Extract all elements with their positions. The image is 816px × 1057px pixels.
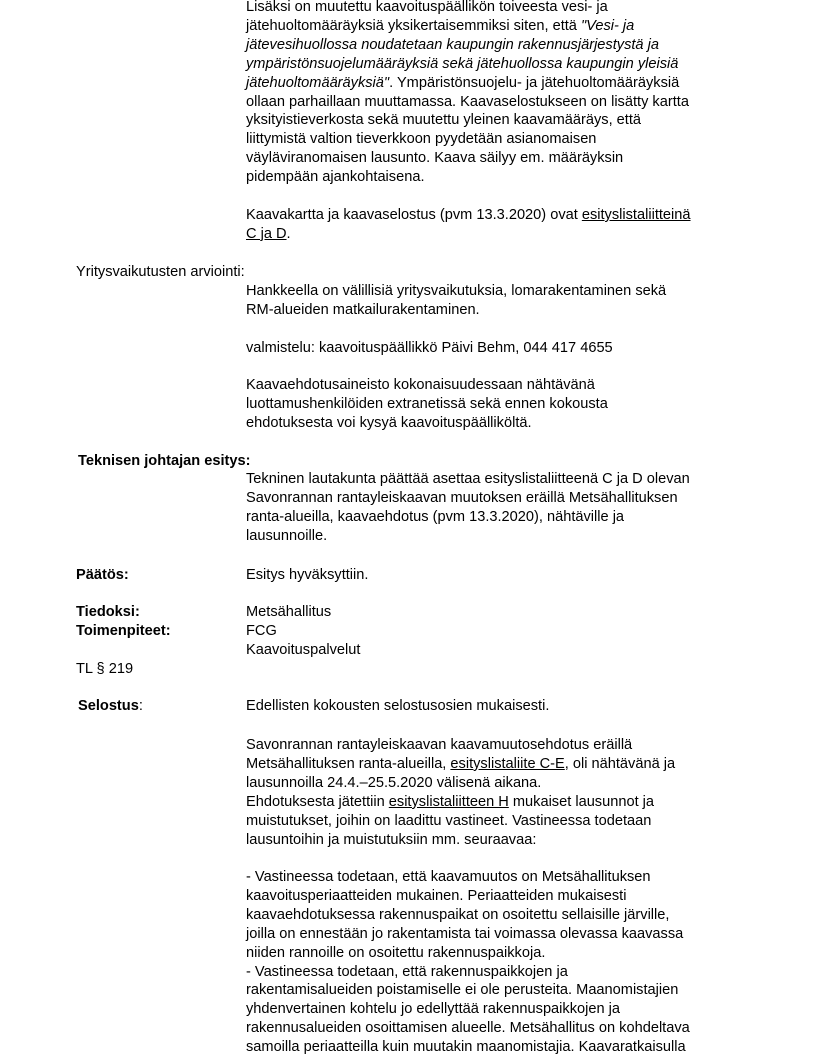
text-line: ollaan parhaillaan muuttamassa. Kaavaselostukseen on lisätty kartta (246, 93, 689, 110)
text-line: ehdotuksesta voi kysyä kaavoituspäälliköltä. (246, 414, 532, 431)
text-line (246, 74, 756, 93)
text-line: liittymistä valtion tieverkkoon pyydetään asianomaisen (246, 131, 597, 148)
text-line: - Vastineessa todetaan, että rakennuspaikkojen ja (246, 963, 568, 980)
text-line: rakennusalueiden osoittamisen alueelle. Metsähallitus on kohdeltava (246, 1020, 690, 1037)
text-line: luottamushenkilöiden extranetissä sekä ennen kokousta (246, 395, 608, 412)
vastine-paragraph (246, 868, 756, 1057)
yritys-paragraph (246, 282, 756, 320)
text-fragment: . Ympäristönsuojelu- ja jätehuoltomääräyksiä (389, 74, 680, 91)
tiedoksi-text: Metsähallitus (246, 604, 332, 620)
text-line (246, 17, 756, 36)
quote-fragment: "Vesi- ja (580, 17, 635, 34)
text-fragment: jätehuoltomääräyksiä yksikertaisemmiksi siten, että (246, 17, 581, 34)
attachment-link[interactable]: esityslistaliitteinä (581, 207, 691, 223)
text-line: - Vastineessa todetaan, että kaavamuutos on Metsähallituksen (246, 869, 651, 885)
section-label-tiedoksi: Tiedoksi: (76, 604, 140, 620)
intro-paragraph (246, 0, 756, 187)
text-line: Savonrannan rantayleiskaavan muutoksen eräillä Metsähallituksen (246, 489, 678, 506)
text-line: samoilla periaatteilla kuin muutakin maanomistajia. Kaavaratkaisulla (246, 1039, 686, 1056)
text-fragment: Kaavakartta ja kaavaselostus (pvm 13.3.2020) ovat (246, 207, 582, 223)
section-label-paatos: Päätös: (76, 567, 129, 583)
text-line: yksityistieverkosta sekä muutettu yleinen kaavamääräys, että (246, 112, 642, 129)
text-fragment: mukaiset lausunnot ja (508, 793, 655, 810)
text-line: Kaavaehdotusaineisto kokonaisuudessaan nähtävänä (246, 377, 595, 393)
text-line (246, 206, 756, 225)
text-line: niiden rannoille on osoitettu rakennuspaikkoja. (246, 944, 546, 961)
savonranta-paragraph (246, 736, 756, 849)
section-label-yritysvaikutukset: Yritysvaikutusten arviointi: (76, 264, 245, 280)
section-label-esitys: Teknisen johtajan esitys: (78, 453, 251, 469)
text-line (246, 793, 756, 812)
text-line: Hankkeella on välillisiä yritysvaikutuksia, lomarakentaminen sekä (246, 283, 667, 299)
recipient: Kaavoituspalvelut (246, 641, 361, 658)
toimenpiteet-list (246, 622, 756, 660)
text-line: Tekninen lautakunta päättää asettaa esityslistaliitteenä C ja D olevan (246, 471, 690, 487)
quote-line: ympäristönsuojelumääräyksiä sekä jätehuollossa kaupungin yleisiä (246, 55, 679, 72)
kaavakartta-paragraph (246, 206, 756, 244)
text-line: lausuntoihin ja muistutuksiin mm. seuraavaa: (246, 831, 537, 848)
label-text: Selostus (78, 698, 139, 714)
text-line: väyläviranomaisen lausunto. Kaava säilyy em. määräyksin (246, 150, 624, 167)
aineisto-paragraph (246, 376, 756, 433)
attachment-link[interactable]: esityslistaliitteen H (388, 793, 509, 810)
text-line: joilla on ennestään jo rakentamista tai voimassa olevassa kaavassa (246, 925, 684, 942)
text-line: muistutukset, joihin on laadittu vastineet. Vastineessa todetaan (246, 812, 652, 829)
text-line: lausunnoilla 24.4.–25.5.2020 välisenä aikana. (246, 774, 542, 791)
section-label-selostus (78, 697, 143, 716)
text-line: ranta-alueilla, kaavaehdotus (pvm 13.3.2020), nähtäville ja (246, 508, 625, 525)
text-fragment: . (286, 225, 291, 242)
recipient: FCG (246, 623, 277, 639)
paatos-text: Esitys hyväksyttiin. (246, 567, 369, 583)
attachment-link[interactable]: esityslistaliite C-E (450, 755, 565, 772)
text-fragment: , oli nähtävänä ja (564, 755, 676, 772)
text-line: Savonrannan rantayleiskaavan kaavamuutosehdotus eräillä (246, 737, 633, 753)
attachment-link[interactable]: C ja D (246, 225, 287, 242)
esitys-paragraph (246, 470, 756, 546)
text-line: RM-alueiden matkailurakentaminen. (246, 301, 480, 318)
text-line (246, 225, 756, 244)
text-line: yhdenvertainen kohtelu jo edellyttää rakennuspaikkojen ja (246, 1001, 621, 1018)
text-line: kaavaehdotuksessa rakennuspaikat on osoitettu sellaisille järville, (246, 906, 670, 923)
text-line: kaavoitusperiaatteiden mukainen. Periaatteiden mukaisesti (246, 887, 627, 904)
label-colon: : (138, 698, 143, 714)
text-line: rakentamisalueiden poistamiselle ei ole perusteita. Maanomistajien (246, 982, 679, 999)
text-line: lausunnoille. (246, 527, 328, 544)
text-line: pidempään ajankohtaisena. (246, 169, 425, 186)
section-label-toimenpiteet: Toimenpiteet: (76, 623, 171, 639)
quote-fragment: jätehuoltomääräyksiä" (246, 74, 390, 91)
valmistelu-line: valmistelu: kaavoituspäällikkö Päivi Behm, 044 417 4655 (246, 340, 613, 356)
text-line: Lisäksi on muutettu kaavoituspäällikön toiveesta vesi- ja (246, 0, 608, 15)
text-line (246, 755, 756, 774)
text-fragment: Metsähallituksen ranta-alueilla, (246, 755, 451, 772)
text-fragment: Ehdotuksesta jätettiin (246, 793, 389, 810)
section-number: TL § 219 (76, 661, 134, 677)
quote-line: jätevesihuollossa noudatetaan kaupungin rakennusjärjestystä ja (246, 36, 659, 53)
selostus-text: Edellisten kokousten selostusosien mukaisesti. (246, 698, 550, 714)
